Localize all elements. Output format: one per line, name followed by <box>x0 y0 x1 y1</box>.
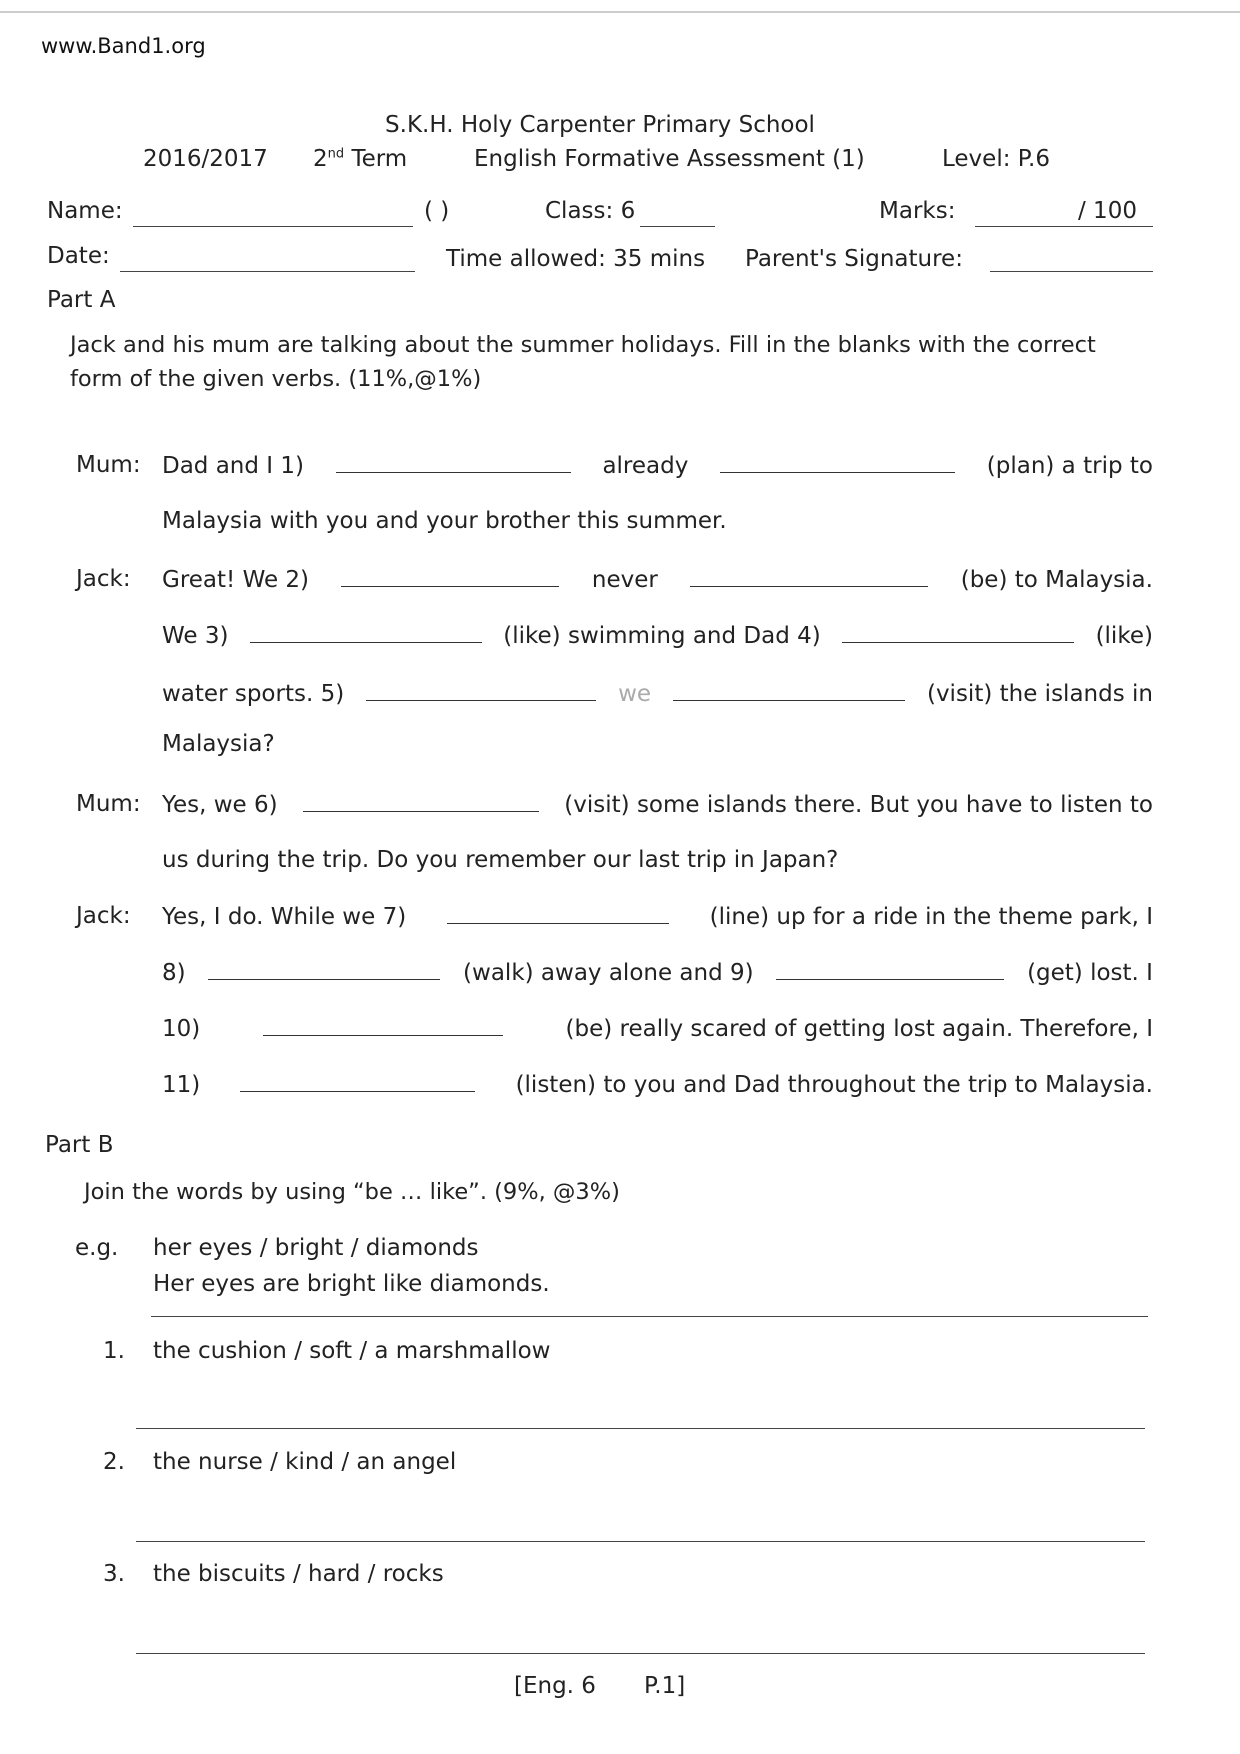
dialogue-line <box>162 903 1153 930</box>
text: We 3) <box>162 623 229 649</box>
example-answer-line <box>151 1316 1148 1317</box>
signature-field[interactable] <box>990 271 1153 272</box>
class-number-paren: ( ) <box>424 198 450 224</box>
text: us during the trip. Do you remember our last trip in Japan? <box>162 847 839 873</box>
blank-1a[interactable] <box>336 452 571 473</box>
assessment-title: English Formative Assessment (1) <box>474 146 865 172</box>
blank-9[interactable] <box>776 959 1004 980</box>
dialogue-line <box>162 680 1153 707</box>
school-year: 2016/2017 <box>143 146 268 172</box>
footer-subject: [Eng. 6 <box>514 1673 596 1699</box>
blank-5b[interactable] <box>673 680 905 701</box>
date-field[interactable] <box>120 271 415 272</box>
name-field[interactable] <box>133 226 413 227</box>
item-prompt: the nurse / kind / an angel <box>153 1449 457 1475</box>
text: water sports. 5) <box>162 681 345 707</box>
dialogue-line <box>162 566 1153 593</box>
blank-1b[interactable] <box>720 452 955 473</box>
footer-page: P.1] <box>644 1673 686 1699</box>
example-prompt: her eyes / bright / diamonds <box>153 1235 479 1261</box>
name-label: Name: <box>47 198 123 224</box>
text: never <box>591 567 658 593</box>
item-number: 2. <box>103 1449 125 1475</box>
top-divider <box>0 11 1240 13</box>
part-a-instruction-1: Jack and his mum are talking about the summer holidays. Fill in the blanks with the correct <box>70 332 1096 358</box>
class-field[interactable] <box>640 226 715 227</box>
marks-field[interactable] <box>975 226 1153 227</box>
dialogue-line <box>162 622 1153 649</box>
marks-total: / 100 <box>1078 198 1137 224</box>
blank-8[interactable] <box>208 959 440 980</box>
example-answer: Her eyes are bright like diamonds. <box>153 1271 550 1297</box>
marks-label: Marks: <box>879 198 956 224</box>
answer-line-2[interactable] <box>136 1541 1145 1542</box>
text: 8) <box>162 960 186 986</box>
part-a-instruction-2: form of the given verbs. (11%,@1%) <box>70 366 482 392</box>
blank-10[interactable] <box>263 1015 503 1036</box>
speaker-mum: Mum: <box>76 791 141 817</box>
item-number: 1. <box>103 1338 125 1364</box>
text: Yes, we 6) <box>162 792 278 818</box>
text: (get) lost. I <box>1027 960 1153 986</box>
text: Dad and I 1) <box>162 453 304 479</box>
text: already <box>602 453 689 479</box>
answer-line-3[interactable] <box>136 1653 1145 1654</box>
text: we <box>618 681 652 707</box>
text: (plan) a trip to <box>986 453 1153 479</box>
text: Yes, I do. While we 7) <box>162 904 407 930</box>
text: (like) <box>1095 623 1153 649</box>
dialogue-line <box>162 847 1153 873</box>
dialogue-line <box>162 1071 1153 1098</box>
level: Level: P.6 <box>942 146 1051 172</box>
part-a-title: Part A <box>47 287 116 313</box>
text: 10) <box>162 1016 201 1042</box>
text: (visit) the islands in <box>926 681 1153 707</box>
part-b-title: Part B <box>45 1132 114 1158</box>
blank-2b[interactable] <box>690 566 928 587</box>
item-prompt: the cushion / soft / a marshmallow <box>153 1338 551 1364</box>
part-b-instruction: Join the words by using “be … like”. (9%, @3%) <box>84 1179 620 1205</box>
term-word: Term <box>351 146 408 172</box>
blank-4[interactable] <box>842 622 1074 643</box>
blank-3[interactable] <box>250 622 482 643</box>
blank-11[interactable] <box>240 1071 475 1092</box>
blank-5a[interactable] <box>366 680 596 701</box>
school-name: S.K.H. Holy Carpenter Primary School <box>385 112 815 138</box>
item-prompt: the biscuits / hard / rocks <box>153 1561 444 1587</box>
dialogue-line <box>162 731 1153 757</box>
text: (walk) away alone and 9) <box>463 960 754 986</box>
dialogue-line <box>162 1015 1153 1042</box>
dialogue-line <box>162 959 1153 986</box>
text: Malaysia? <box>162 731 275 757</box>
dialogue-line <box>162 791 1153 818</box>
text: (listen) to you and Dad throughout the trip to Malaysia. <box>515 1072 1153 1098</box>
dialogue-line <box>162 508 1153 534</box>
term-number: 2 <box>313 146 328 172</box>
speaker-mum: Mum: <box>76 452 141 478</box>
term <box>313 146 407 172</box>
text: Malaysia with you and your brother this summer. <box>162 508 727 534</box>
speaker-jack: Jack: <box>76 903 131 929</box>
speaker-jack: Jack: <box>76 566 131 592</box>
answer-line-1[interactable] <box>136 1428 1145 1429</box>
watermark: www.Band1.org <box>41 34 206 58</box>
dialogue-line <box>162 452 1153 479</box>
blank-7[interactable] <box>447 903 669 924</box>
text: (line) up for a ride in the theme park, I <box>709 904 1153 930</box>
text: (visit) some islands there. But you have to listen to <box>564 792 1153 818</box>
text: (like) swimming and Dad 4) <box>503 623 821 649</box>
text: Great! We 2) <box>162 567 310 593</box>
date-label: Date: <box>47 243 110 269</box>
example-label: e.g. <box>75 1235 119 1261</box>
text: 11) <box>162 1072 201 1098</box>
blank-2a[interactable] <box>341 566 559 587</box>
blank-6[interactable] <box>303 791 539 812</box>
signature-label: Parent's Signature: <box>745 246 963 272</box>
text: (be) really scared of getting lost again. Therefore, I <box>565 1016 1153 1042</box>
text: (be) to Malaysia. <box>960 567 1153 593</box>
item-number: 3. <box>103 1561 125 1587</box>
class-label: Class: 6 <box>545 198 636 224</box>
term-suffix: nd <box>327 146 345 162</box>
time-allowed: Time allowed: 35 mins <box>446 246 706 272</box>
